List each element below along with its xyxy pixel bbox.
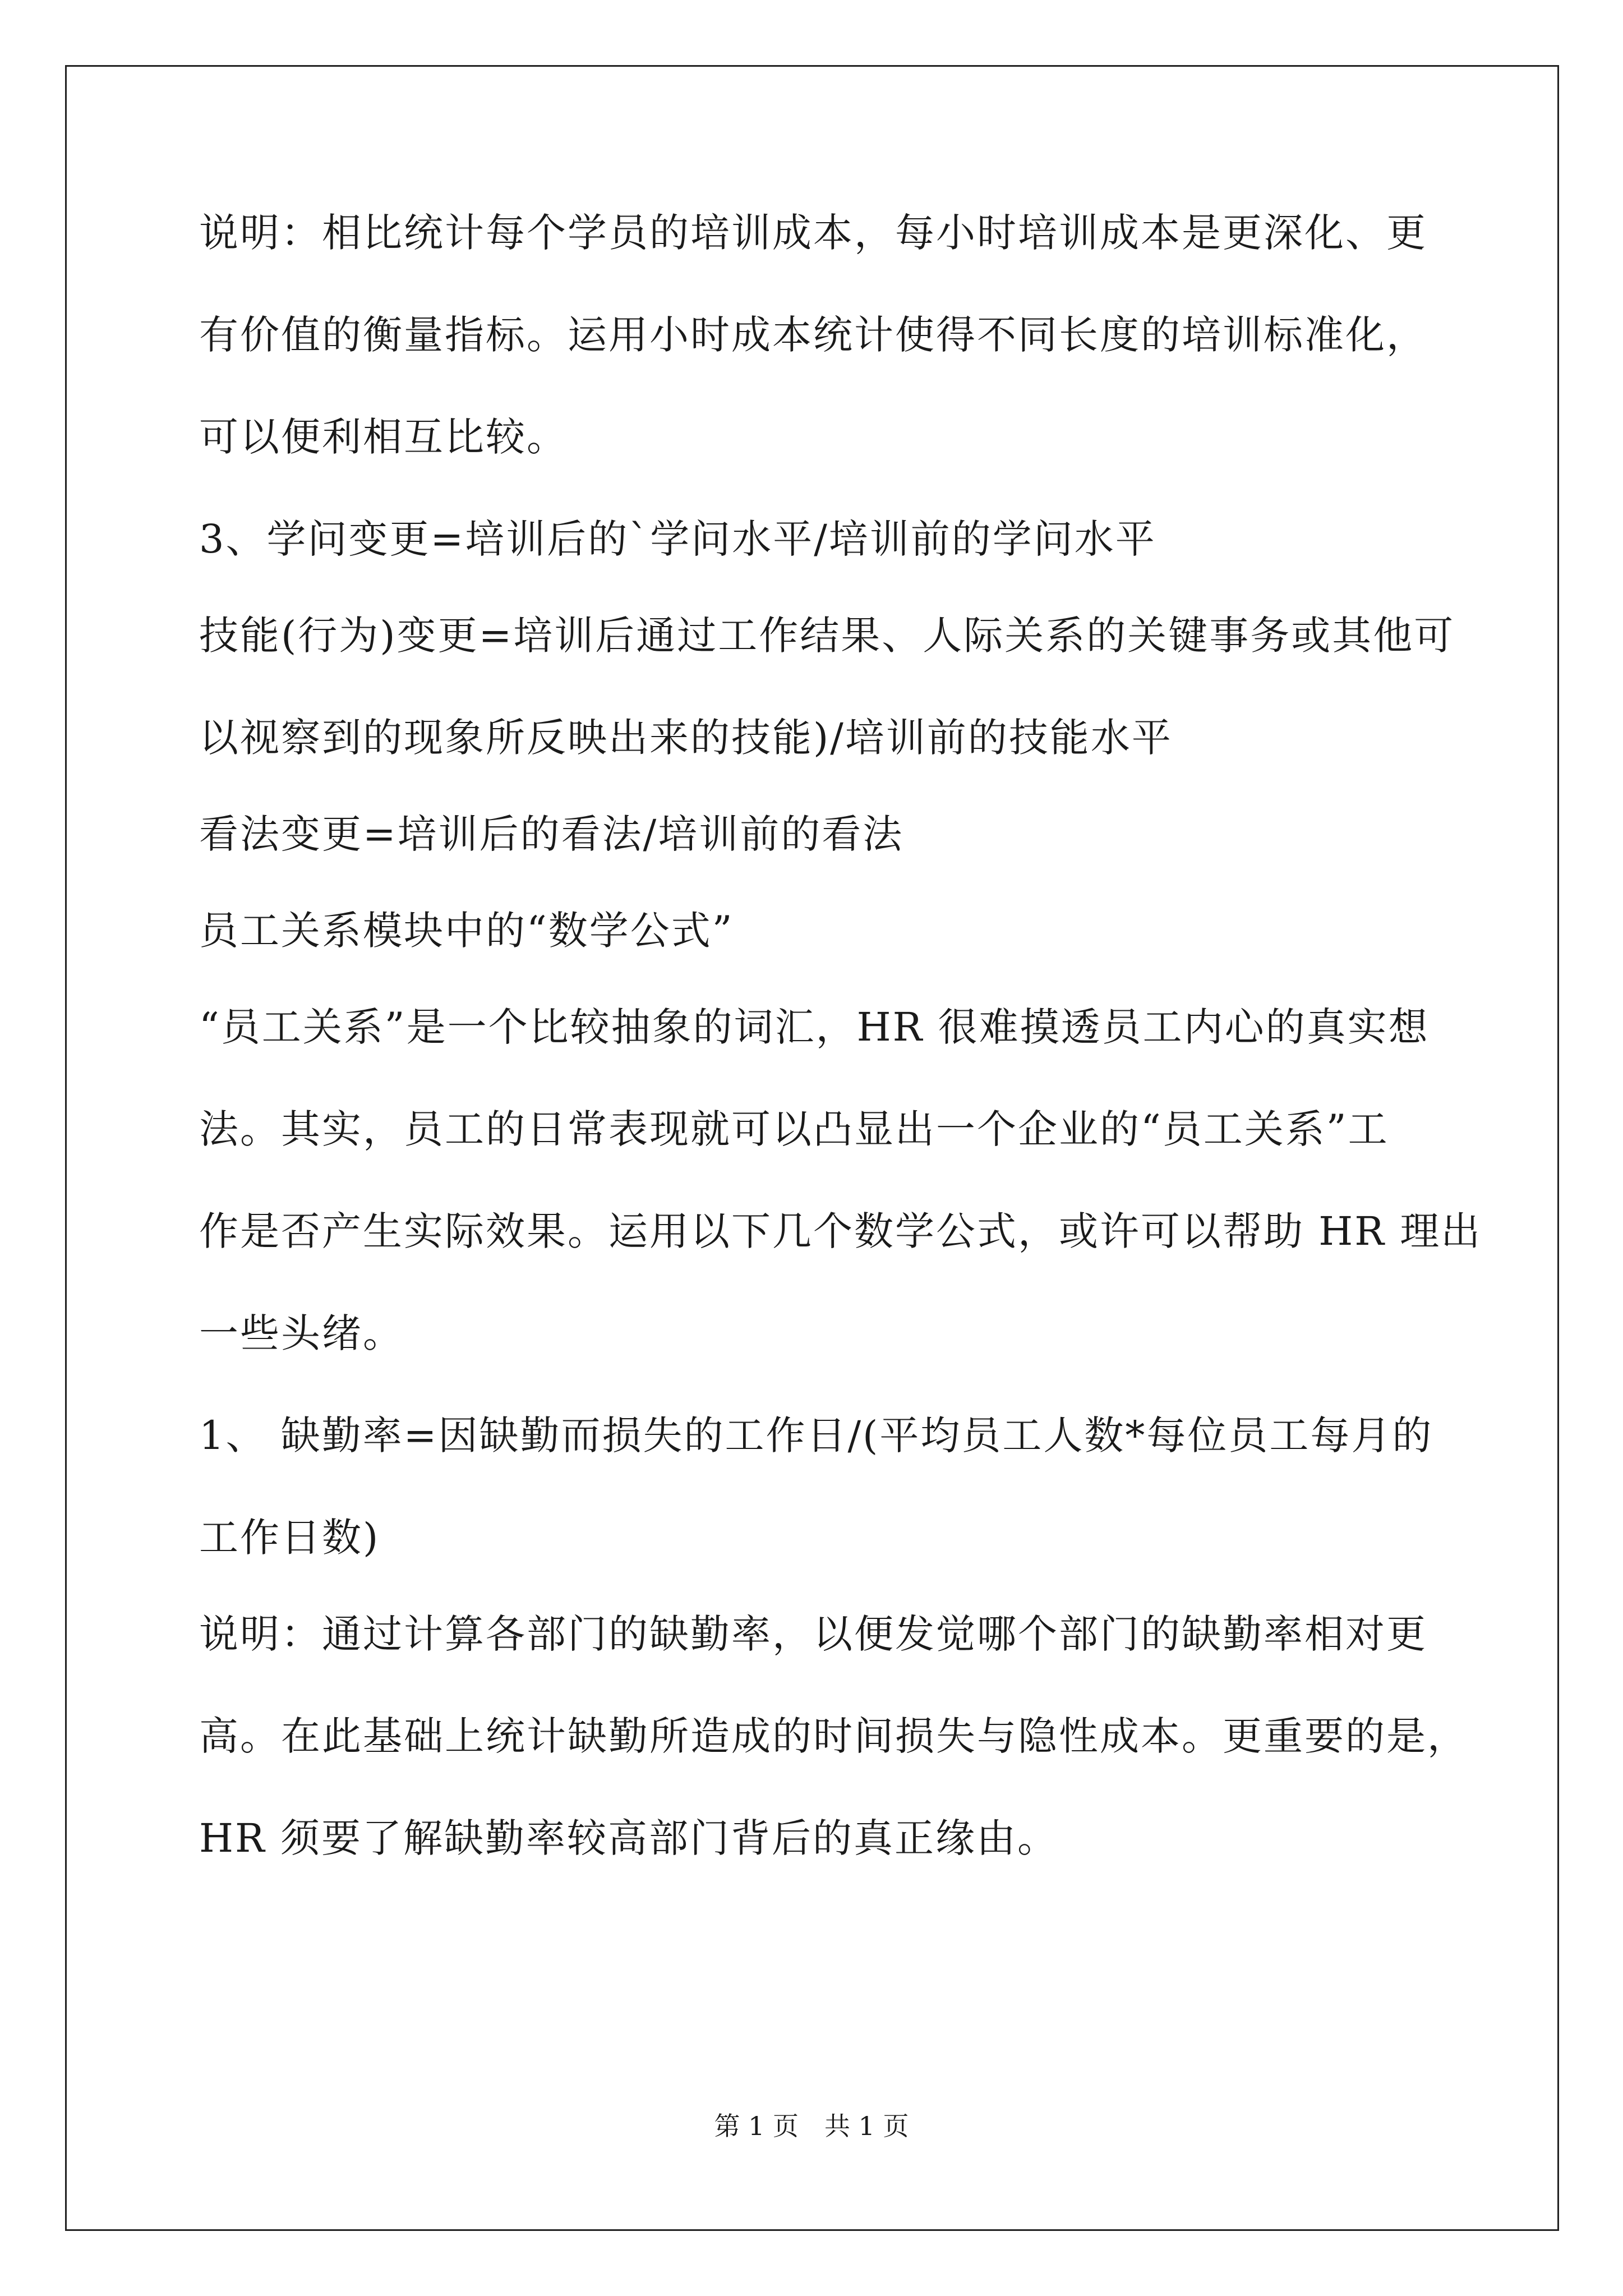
text-line: 看法变更=培训后的看法/培训前的看法 (199, 811, 904, 857)
text-line: 说明：通过计算各部门的缺勤率，以便发觉哪个部门的缺勤率相对更 (199, 1611, 1427, 1657)
text-line: 技能(行为)变更=培训后通过工作结果、人际关系的关键事务或其他可 (199, 613, 1455, 659)
text-line: HR 须要了解缺勤率较高部门背后的真正缘由。 (199, 1815, 1058, 1861)
section-heading: 员工关系模块中的“数学公式” (199, 908, 734, 954)
text-line: “员工关系”是一个比较抽象的词汇，HR 很难摸透员工内心的真实想 (199, 1004, 1430, 1050)
text-line: 一些头绪。 (199, 1310, 404, 1356)
text-line: 以视察到的现象所反映出来的技能)/培训前的技能水平 (199, 715, 1173, 761)
text-line: 3、学问变更=培训后的`学问水平/培训前的学问水平 (199, 516, 1156, 562)
text-line: 有价值的衡量指标。运用小时成本统计使得不同长度的培训标准化， (199, 312, 1427, 358)
text-line: 说明：相比统计每个学员的培训成本，每小时培训成本是更深化、更 (199, 210, 1427, 256)
text-line: 工作日数) (199, 1515, 380, 1561)
page-number: 第 1 页 共 1 页 (714, 2111, 909, 2141)
text-line: 可以便利相互比较。 (199, 414, 568, 460)
text-line: 1、 缺勤率=因缺勤而损失的工作日/(平均员工人数*每位员工每月的 (199, 1412, 1433, 1458)
text-line: 作是否产生实际效果。运用以下几个数学公式，或许可以帮助 HR 理出 (199, 1208, 1482, 1254)
text-line: 高。在此基础上统计缺勤所造成的时间损失与隐性成本。更重要的是， (199, 1713, 1468, 1759)
text-line: 法。其实，员工的日常表现就可以凸显出一个企业的“员工关系”工 (199, 1106, 1389, 1152)
